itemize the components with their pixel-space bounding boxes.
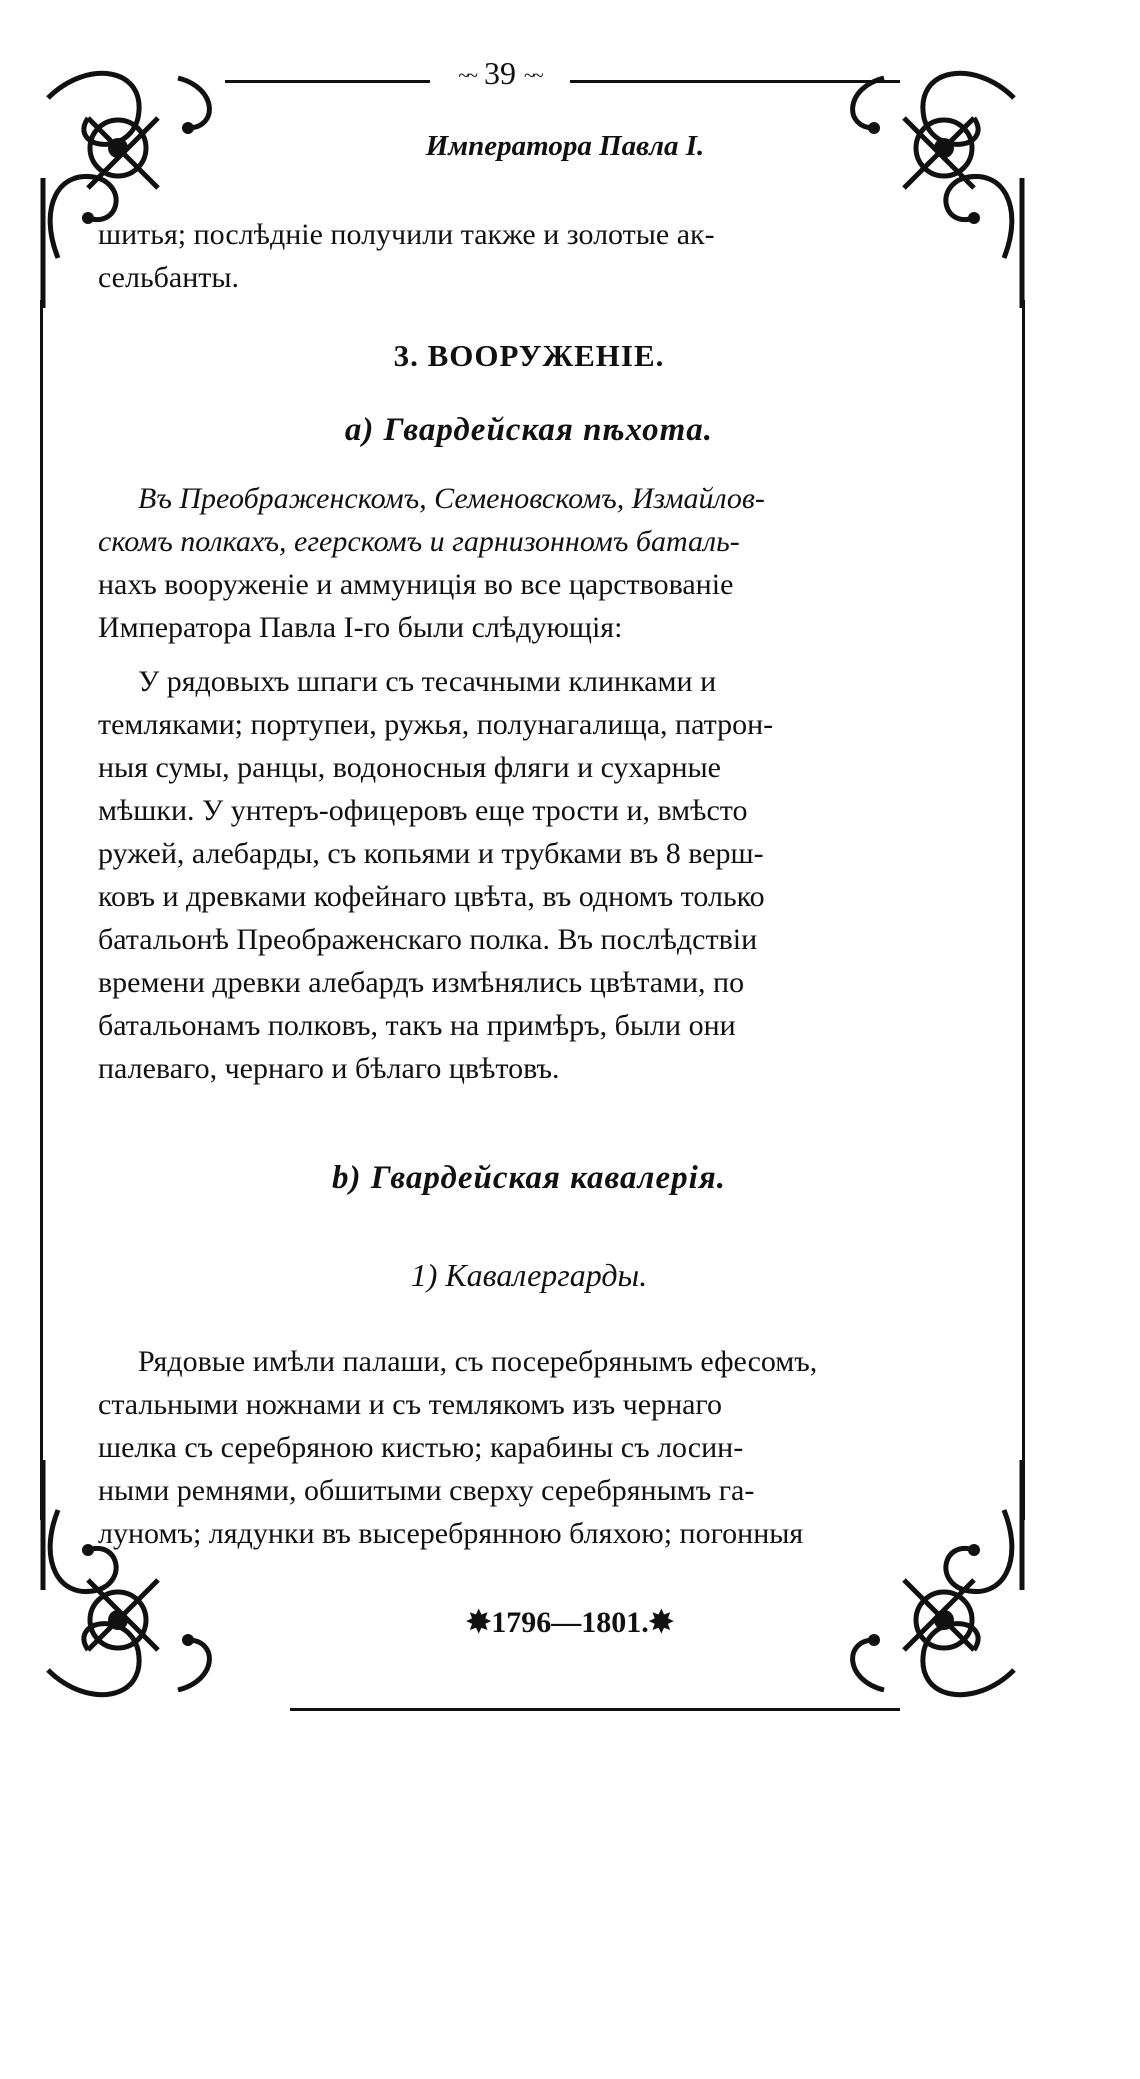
years-value: 1796—1801. [491, 1606, 649, 1639]
text-line: ныя сумы, ранцы, водоносныя фляги и сухарные [98, 751, 721, 784]
years-footer [300, 1605, 840, 1640]
flourish-right-icon: ~~ [524, 65, 542, 88]
intro-paragraph [98, 213, 960, 299]
text-line: Въ Преображенскомъ, Семеновскомъ, Измайлов- [138, 482, 765, 515]
frame-left-rule [40, 300, 43, 1520]
text-line: ружей, алебарды, съ копьями и трубками въ 8 верш- [98, 837, 764, 870]
frame-top-left-rule [225, 80, 430, 83]
star-left-icon: ✸ [466, 1606, 492, 1639]
text-line: мѣшки. У унтеръ-офицеровъ еще трости и, вмѣсто [98, 794, 748, 827]
frame-bottom-rule [290, 1708, 900, 1711]
page-number [430, 55, 570, 92]
paragraph-3 [98, 1340, 960, 1555]
text-line: сельбанты. [98, 261, 240, 294]
frame-right-rule [1022, 300, 1025, 1520]
subsection-heading-a: a) Гвардейская пѣхота. [344, 412, 714, 448]
text-line: Императора Павла I-го были слѣдующія: [98, 611, 623, 644]
text-line: ными ремнями, обшитыми сверху серебрянымъ га- [98, 1474, 755, 1507]
text-line: луномъ; лядунки въ высеребрянною бляхою; погонныя [98, 1517, 804, 1550]
subsection-heading-1: 1) Кавалергарды. [410, 1257, 648, 1293]
text-line: ковъ и древками кофейнаго цвѣта, въ одномъ только [98, 880, 765, 913]
subsection-heading-b: b) Гвардейская кавалерія. [331, 1160, 727, 1196]
text-line: времени древки алебардъ измѣнялись цвѣтами, по [98, 966, 745, 999]
text-line: Рядовые имѣли палаши, съ посеребрянымъ ефесомъ, [138, 1345, 818, 1378]
text-line: шитья; послѣдніе получили также и золотые ак- [98, 218, 715, 251]
text-line: палеваго, чернаго и бѣлаго цвѣтовъ. [98, 1052, 560, 1085]
text-line: У рядовыхъ шпаги съ тесачными клинками и [138, 665, 717, 698]
flourish-left-icon: ~~ [458, 65, 476, 88]
section-heading: 3. ВООРУЖЕНІЕ. [393, 338, 665, 373]
running-head: Императора Павла I. [425, 130, 705, 162]
text-line: батальонѣ Преображенскаго полка. Въ послѣдствіи [98, 923, 758, 956]
text-line: нахъ вооруженіе и аммуниція во все царствованіе [98, 568, 734, 601]
paragraph-1 [98, 477, 960, 649]
paragraph-2 [98, 660, 960, 1090]
text-line: скомъ полкахъ, егерскомъ и гарнизонномъ баталь- [98, 525, 740, 558]
text-line: шелка съ серебряною кистью; карабины съ лосин- [98, 1431, 744, 1464]
text-line: темляками; портупеи, ружья, полунагалища, патрон- [98, 708, 774, 741]
page-number-value: 39 [484, 55, 516, 91]
text-line: стальными ножнами и съ темлякомъ изъ чернаго [98, 1388, 722, 1421]
star-right-icon: ✸ [648, 1606, 674, 1639]
text-line: батальонамъ полковъ, такъ на примѣръ, были они [98, 1009, 736, 1042]
